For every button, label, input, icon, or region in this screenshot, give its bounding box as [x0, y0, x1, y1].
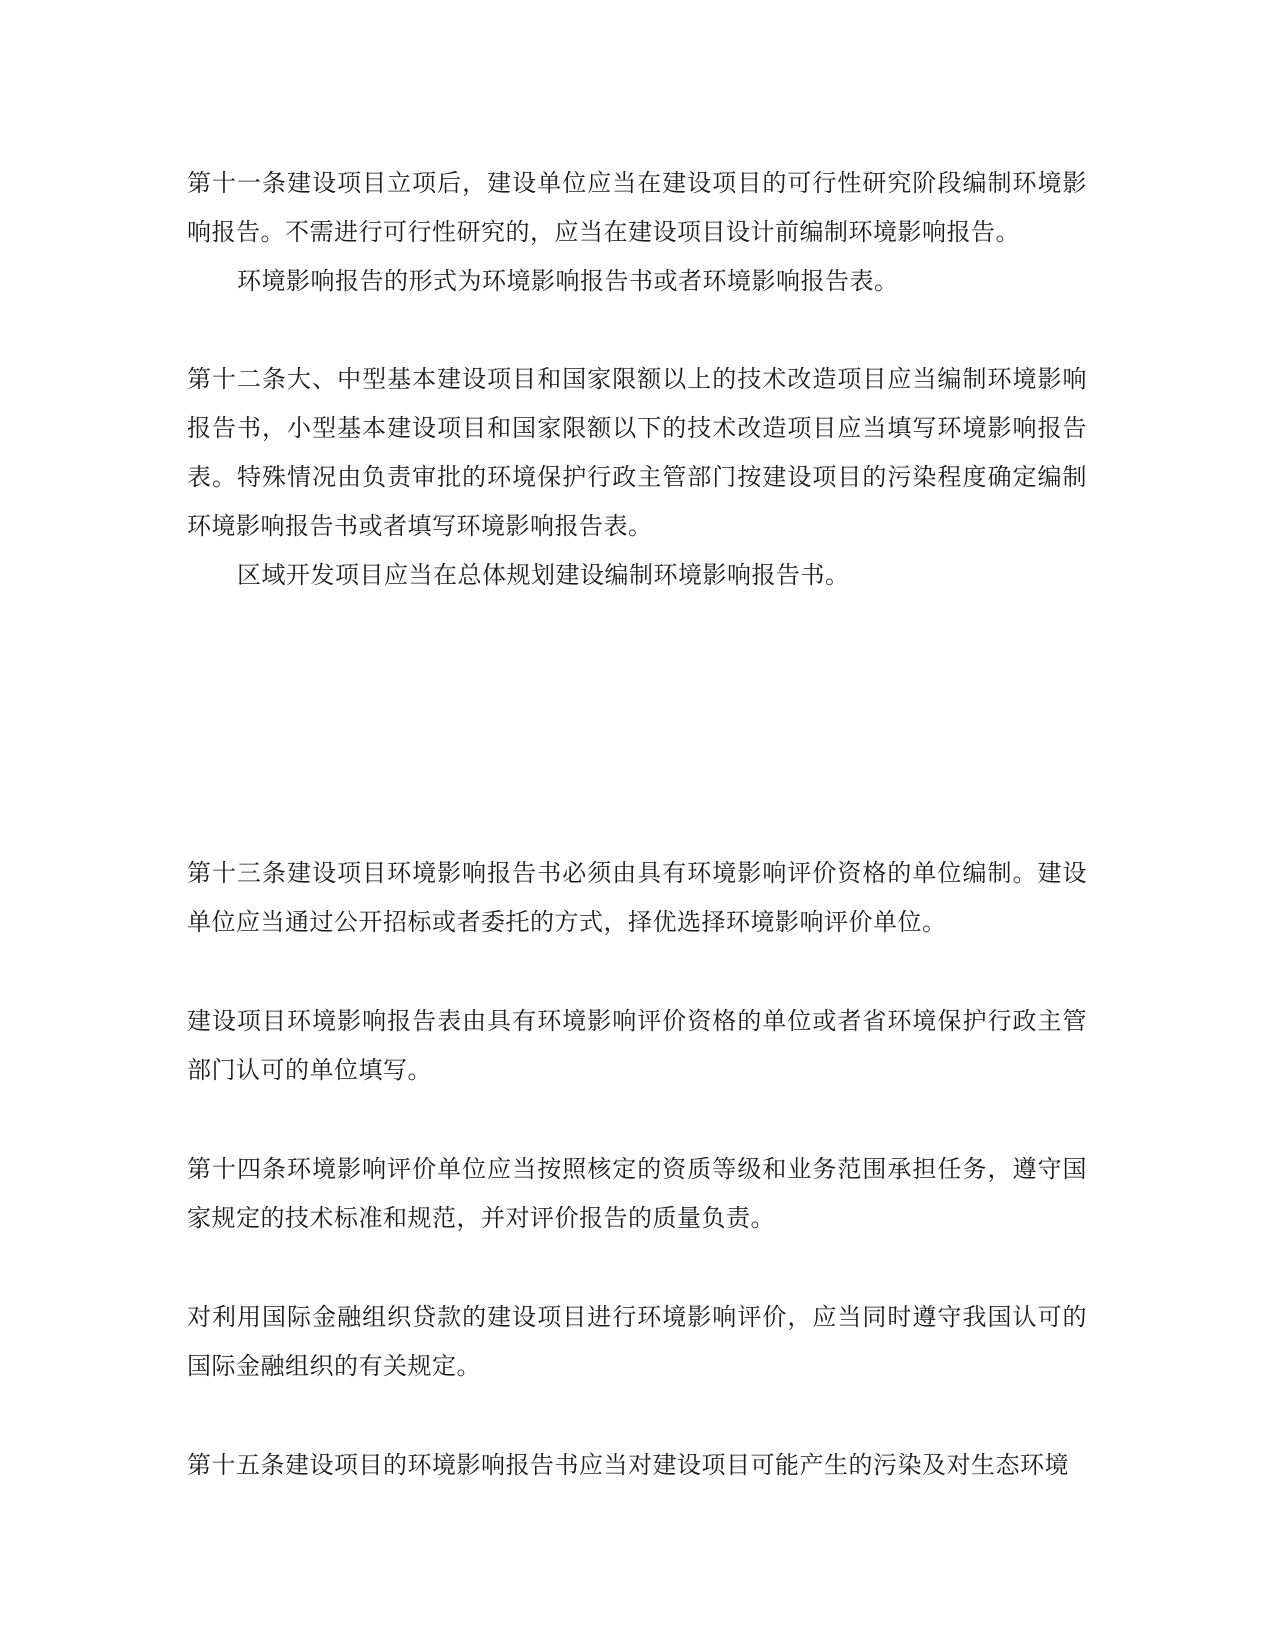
article-15-paragraph: 第十五条建设项目的环境影响报告书应当对建设项目可能产生的污染及对生态环境 [187, 1451, 1069, 1479]
report-table-paragraph: 建设项目环境影响报告表由具有环境影响评价资格的单位或者省环境保护行政主管部门认可的单位填写。 [187, 1007, 1087, 1084]
international-loan-paragraph: 对利用国际金融组织贷款的建设项目进行环境影响评价，应当同时遵守我国认可的国际金融组织的有关规定。 [187, 1303, 1087, 1380]
article-12-paragraph: 第十二条大、中型基本建设项目和国家限额以上的技术改造项目应当编制环境影响报告书，小型基本建设项目和国家限额以下的技术改造项目应当填写环境影响报告表。特殊情况由负责审批的环境保护行政主管部门按建设项目的污染程度确定编制环境影响报告书或者填写环境影响报告表。 [187, 365, 1087, 540]
article-14-paragraph: 第十四条环境影响评价单位应当按照核定的资质等级和业务范围承担任务，遵守国家规定的技术标准和规范，并对评价报告的质量负责。 [187, 1155, 1087, 1232]
article-11-paragraph: 第十一条建设项目立项后，建设单位应当在建设项目的可行性研究阶段编制环境影响报告。不需进行可行性研究的，应当在建设项目设计前编制环境影响报告。 [187, 169, 1087, 246]
article-11-report-form-paragraph: 环境影响报告的形式为环境影响报告书或者环境影响报告表。 [237, 267, 899, 295]
regional-development-paragraph: 区域开发项目应当在总体规划建设编制环境影响报告书。 [237, 561, 850, 589]
article-13-paragraph: 第十三条建设项目环境影响报告书必须由具有环境影响评价资格的单位编制。建设单位应当通过公开招标或者委托的方式，择优选择环境影响评价单位。 [187, 859, 1087, 936]
